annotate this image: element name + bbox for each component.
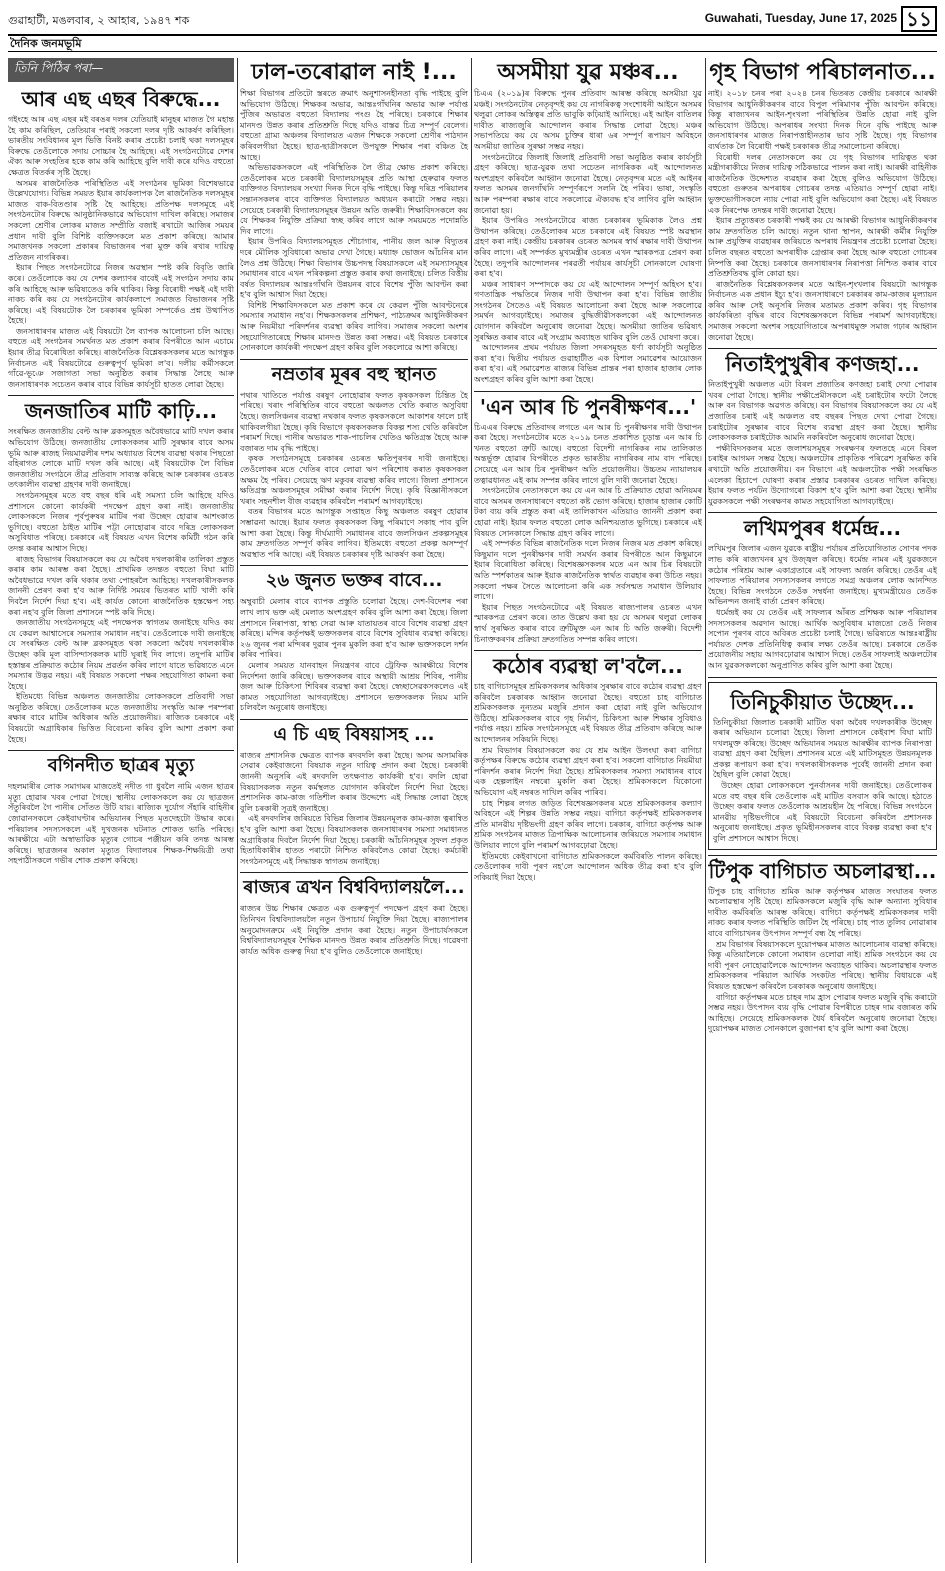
paragraph: নিতাইপুখুৰী অঞ্চলত এটা বিৰল প্ৰজাতিৰ কণজহা চৰাই দেখা পোৱাৰ খবৰ পোৱা গৈছে। স্থানীয় পক্ষীপ্ৰেমীসকলে এই চৰাইটোৰ ফটো লৈছে আৰু বন বিভাগক অৱগত কৰিছে। বন বিভাগৰ বিষয়াসকলে কয় যে এই প্ৰজাতিৰ চৰাই এই অঞ্চলত বহু বছৰৰ পিছত দেখা পোৱা গৈছে। চৰাইটোৰ সুৰক্ষাৰ বাবে বিশেষ ব্যৱস্থা গ্ৰহণ কৰা হৈছে। স্থানীয় লোকসকলক চৰাইটোক আমনি নকৰিবলৈ অনুৰোধ জনোৱা হৈছে। — [708, 380, 937, 443]
paragraph: চাহ শিল্পৰ লগত জড়িত বিশেষজ্ঞসকলৰ মতে শ্ৰমিকসকলৰ কল্যাণ অবিহনে এই শিল্পৰ উন্নতি সম্ভৱ নহয়। বাগিচা কৰ্তৃপক্ষই শ্ৰমিকসকলৰ প্ৰতি মানৱীয় দৃষ্টিভংগী গ্ৰহণ কৰিব লাগে। চৰকাৰ, বাগিচা কৰ্তৃপক্ষ আৰু শ্ৰমিক সংগঠনৰ মাজত ত্ৰিপাক্ষিক আলোচনাৰ জৰিয়তে সমস্যাৰ সমাধান উলিয়াব লাগে বুলি পৰামৰ্শ আগবঢ়োৱা হৈছে। — [474, 798, 702, 850]
paragraph: ৰাজনৈতিক বিশ্লেষকসকলৰ মতে আইন-শৃংখলাৰ বিষয়টো আগন্তুক নিৰ্বাচনত এক প্ৰধান ইচ্যু হ'ব। জনসাধাৰণে চৰকাৰৰ কাম-কাজৰ মূল্যায়ন কৰিব আৰু সেই অনুসৰি নিজৰ মতামত প্ৰকাশ কৰিব। গৃহ বিভাগৰ কাৰ্যকৰিতা বৃদ্ধিৰ বাবে বিশেষজ্ঞসকলে বিভিন্ন পৰামৰ্শ আগবঢ়াইছে। সমাজৰ সকলো অংশৰ সহযোগিতাৰে অপৰাধমুক্ত সমাজ গঢ়াৰ আহ্বান জনোৱা হৈছে। — [708, 279, 937, 342]
page-header — [8, 6, 937, 32]
paragraph: সংগঠনটোৱে জিলাই জিলাই প্ৰতিবাদী সভা অনুষ্ঠিত কৰাৰ কাৰ্যসূচী গ্ৰহণ কৰিছে। ছাত্ৰ-যুৱক তথা সচেতন নাগৰিকক এই আন্দোলনত অংশগ্ৰহণ কৰিবলৈ আহ্বান জনোৱা হৈছে। নেতৃবৃন্দৰ মতে এই আইনৰ ফলত অসমৰ জনগাঁথনি সম্পূৰ্ণৰূপে সলনি হৈ পৰিব। ভাষা, সংস্কৃতি আৰু পৰম্পৰা ৰক্ষাৰ বাবে সকলোৱে ঐক্যবদ্ধ হ'ব লাগিব বুলি আহ্বান জনোৱা হয়। — [474, 152, 702, 215]
paragraph: শ্ৰম বিভাগৰ বিষয়াসকলে দুয়োপক্ষৰ মাজত আলোচনাৰ ব্যৱস্থা কৰিছে। কিন্তু এতিয়ালৈকে কোনো সমাধান ওলোৱা নাই। শ্ৰমিক সংগঠনে কয় যে দাবী পূৰণ নোহোৱালৈকে আন্দোলন অব্যাহত থাকিব। অচলাৱস্থাৰ ফলত শ্ৰমিকসকলৰ পৰিয়াল আৰ্থিক সংকটত পৰিছে। স্থানীয় বিধায়কে এই বিষয়ত হস্তক্ষেপ কৰিবলৈ চৰকাৰক অনুৰোধ জনাইছে। — [708, 939, 937, 991]
paragraph: গইংহে আৰ এছ এছৰ মই বৰঙৰ দলৰ যেতিয়াই মানুহৰ মাজত গৈ মহান্ত হৈ কাম কৰিছিল, তেতিয়াৰ পৰাই সকলো দলৰ দৃষ্টি আকৰ্ষণ কৰিছিল। ভাৰতীয় সংবিধানৰ মূল ভিত্তি বিনষ্ট কৰাৰ প্ৰচেষ্টা চলাই থকা দলসমূহৰ বিৰুদ্ধে তেওঁলোকে সদায় সোচ্চাৰ হৈ আহিছে। এই সংগঠনটোৱে দেশৰ ঐক্য আৰু সংহতিৰ হকে কাম কৰি আহিছে বুলি দাবী কৰে যদিও বহুতো ক্ষেত্ৰত বিতৰ্কৰ সৃষ্টি হৈছে। — [8, 115, 234, 177]
paragraph: মঞ্চৰ সাধাৰণ সম্পাদকে কয় যে এই আন্দোলন সম্পূৰ্ণ অহিংস হ'ব। গণতান্ত্ৰিক পদ্ধতিৰে নিজৰ দাবী উত্থাপন কৰা হ'ব। বিভিন্ন জাতীয় সংগঠনৰ সৈতেও এই বিষয়ত আলোচনা কৰা হৈছে আৰু সকলোৱে সমৰ্থন আগবঢ়াইছে। সমাজৰ বুদ্ধিজীৱীসকলকো এই আন্দোলনত যোগদান কৰিবলৈ অনুৰোধ জনোৱা হৈছে। অসমীয়া জাতিৰ ভৱিষ্যৎ সুৰক্ষিত কৰাৰ বাবে এই সংগ্ৰাম অব্যাহত থাকিব বুলি তেওঁ ঘোষণা কৰে। — [474, 279, 702, 342]
divider — [8, 395, 234, 396]
headline: 'এন আৰ চি পুনৰীক্ষণৰ...' — [479, 394, 697, 419]
paragraph: অসমৰ ৰাজনৈতিক পৰিস্থিতিত এই সংগঠনৰ ভূমিকা বিশেষভাৱে উল্লেখযোগ্য। বিভিন্ন সময়ত ইয়াৰ কাৰ্যকলাপক লৈ ৰাজনৈতিক দলসমূহৰ মাজত বাক-বিতণ্ডাৰ সৃষ্টি হৈ আহিছে। প্ৰতিপক্ষ দলসমূহে এই সংগঠনটোৰ বিৰুদ্ধে আনুষ্ঠানিকভাৱে অভিযোগ দাখিল কৰিছে। সমাজৰ সকলো শ্ৰেণীৰ লোকৰ মাজত সম্প্ৰীতি বজাই ৰখাটো আজিৰ সময়ৰ প্ৰধান দাবী বুলি বিশিষ্ট ব্যক্তিসকলে মত প্ৰকাশ কৰিছে। আমাৰ সমাজখনক সকলো প্ৰকাৰৰ বিভাজনৰ পৰা মুক্ত কৰি ৰখাৰ দায়িত্ব প্ৰতিজন নাগৰিকৰ। — [8, 178, 234, 262]
article-universities — [240, 877, 468, 957]
paragraph: এই সম্পৰ্কত বিভিন্ন ৰাজনৈতিক দলে নিজৰ নিজৰ মত প্ৰকাশ কৰিছে। কিছুমান দলে পুনৰীক্ষণৰ দাবী সমৰ্থন কৰাৰ বিপৰীতে আন কিছুমানে ইয়াৰ বিৰোধিতা কৰিছে। বিশেষজ্ঞসকলৰ মতে এন আৰ চিৰ বিষয়টো অতি স্পৰ্শকাতৰ আৰু ইয়াক ৰাজনৈতিক স্বাৰ্থত ব্যৱহাৰ কৰা উচিত নহয়। সকলো পক্ষৰ সৈতে আলোচনা কৰি এক সৰ্বসন্মত সমাধান উলিয়াব লাগে। — [474, 539, 702, 602]
paper-name: দৈনিক জনমভূমি — [8, 34, 937, 52]
article-strict-action — [474, 655, 702, 883]
paragraph: ধৰ্মেন্দ্ৰই কয় যে তেওঁৰ এই সাফল্যৰ আঁৰত প্ৰশিক্ষক আৰু পৰিয়ালৰ সদস্যসকলৰ অৱদান আছে। আৰ্থিক অসুবিধাৰ মাজতো তেওঁ নিজৰ সপোন পূৰণৰ বাবে অবিৰত প্ৰচেষ্টা চলাই গৈছে। ভৱিষ্যতে আন্তঃৰাষ্ট্ৰীয় পৰ্যায়ত দেশক প্ৰতিনিধিত্ব কৰাৰ লক্ষ্য তেওঁৰ আছে। চৰকাৰে তেওঁক প্ৰয়োজনীয় সহায় আগবঢ়োৱাৰ আশ্বাস দিছে। তেওঁৰ সাফল্যই অঞ্চলটোৰ আন যুৱকসকলকো অনুপ্ৰাণিত কৰিব বুলি আশা কৰা হৈছে। — [708, 607, 937, 670]
article-tipuk-garden — [708, 860, 937, 1035]
paragraph: বাগিচা কৰ্তৃপক্ষৰ মতে চাহৰ দাম হ্ৰাস পোৱাৰ ফলত মজুৰি বৃদ্ধি কৰাটো সম্ভৱ নহয়। উৎপাদন ব্যয় বৃদ্ধি পোৱাৰ বিপৰীতে চাহৰ দাম বজাৰত কমি আহিছে। সেয়েহে শ্ৰমিকসকলক ধৈৰ্য ধৰিবলৈ অনুৰোধ জনোৱা হৈছে। দুয়োপক্ষৰ মাজত সোনকালে বুজাপৰা হ'ব বুলি আশা কৰা হৈছে। — [708, 992, 937, 1034]
article-rss — [8, 88, 234, 390]
article-drought — [240, 364, 468, 561]
headline: কঠোৰ ব্যৱস্থা ল'বলৈ... — [493, 654, 683, 679]
paragraph: চিএএ (২০১৯)ৰ বিৰুদ্ধে পুনৰ প্ৰতিবাদ আৰম্ভ কৰিছে অসমীয়া যুৱ মঞ্চই। সংগঠনটোৰ নেতৃবৃন্দই কয় যে নাগৰিকত্ব সংশোধনী আইনে অসমৰ থলুৱা লোকৰ অস্তিত্বৰ প্ৰতি ভাবুকি কঢ়িয়াই আনিছে। এই আইন বাতিলৰ দাবীত ৰাজ্যজুৰি আন্দোলন কৰাৰ সিদ্ধান্ত লোৱা হৈছে। মঞ্চৰ সভাপতিয়ে কয় যে অসম চুক্তিৰ ধাৰা ৬ৰ সম্পূৰ্ণ ৰূপায়ণ অবিহনে অসমীয়া জাতিৰ সুৰক্ষা সম্ভৱ নহয়। — [474, 89, 702, 151]
paragraph: ইয়াৰ উপৰিও বিদ্যালয়সমূহত শৌচাগাৰ, পানীয় জল আৰু বিদ্যুতৰ দৰে মৌলিক সুবিধাৰো অভাৱ দেখা গৈছে। মধ্যাহ্ন ভোজন আঁচনিৰ মান লৈও প্ৰশ্ন উঠিছে। শিক্ষা বিভাগৰ উচ্চপদস্থ বিষয়াসকলে এই সমস্যাসমূহৰ সমাধানৰ বাবে এখন পৰিকল্পনা প্ৰস্তুত কৰাৰ কথা জনাইছে। চলিত বিত্তীয় বৰ্ষত বিদ্যালয়ৰ আন্তঃগাঁথনি উন্নয়নৰ বাবে বিশেষ পুঁজি আবণ্টন কৰা হ'ব বুলি আশ্বাস দিয়া হৈছে। — [240, 237, 468, 300]
headline: নম্ৰতাৰ মূৰৰ বহু স্থানত — [271, 363, 437, 385]
divider — [240, 359, 468, 360]
paragraph: ইতিমধ্যে কেইবাখনো বাগিচাত শ্ৰমিকসকলে কৰ্মবিৰতি পালন কৰিছে। তেওঁলোকৰ দাবী পূৰণ নহ'লে আন্দোলন অধিক তীব্ৰ কৰা হ'ব বুলি সকিয়াই দিয়া হৈছে। — [474, 851, 702, 882]
paragraph: পক্ষীবিদসকলৰ মতে জলাশয়সমূহৰ সংৰক্ষণৰ ফলতহে এনে বিৰল চৰাইৰ আগমন সম্ভৱ হৈছে। অঞ্চলটোৰ প্ৰাকৃতিক পৰিৱেশ সুৰক্ষিত কৰি ৰখাটো অতি প্ৰয়োজনীয়। বন বিভাগে এই অঞ্চলটোক পক্ষী সংৰক্ষিত এলেকা হিচাপে ঘোষণা কৰাৰ প্ৰস্তাৱ চৰকাৰৰ ওচৰত দাখিল কৰিছে। ইয়াৰ ফলত পৰ্যটন উদ্যোগৰো বিকাশ হ'ব বুলি আশা কৰা হৈছে। স্থানীয় যুৱকসকলে পক্ষী সংৰক্ষণৰ কামত সহযোগিতা আগবঢ়াইছে। — [708, 443, 937, 506]
headline: জনজাতিৰ মাটি কাঢ়ি... — [24, 399, 218, 424]
paragraph: সংগঠনসমূহৰ মতে বহু বছৰ ধৰি এই সমস্যা চলি আহিছে যদিও প্ৰশাসনে কোনো কাৰ্যকৰী পদক্ষেপ গ্ৰহণ কৰা নাই। জনজাতীয় লোকসকলে নিজৰ পূৰ্বপুৰুষৰ মাটিৰ পৰা উচ্ছেদ হোৱাৰ আশংকাত ভুগিছে। বহুতো ঠাইত মাটিৰ পট্টা নোহোৱাৰ বাবে দৰিদ্ৰ লোকসকল অসুবিধাত পৰিছে। চৰকাৰে এই বিষয়ত এখন বিশেষ কমিটী গঠন কৰি তদন্ত কৰাৰ আশ্বাস দিছে। — [8, 491, 234, 553]
header-date-english: Guwahati, Tuesday, June 17, 2025 — [704, 11, 897, 25]
paragraph: টিপুক চাহ বাগিচাত শ্ৰমিক আৰু কৰ্তৃপক্ষৰ মাজত সংঘাতৰ ফলত অচলাৱস্থাৰ সৃষ্টি হৈছে। শ্ৰমিকসকলে মজুৰি বৃদ্ধি আৰু অন্যান্য সুবিধাৰ দাবীত কৰ্মবিৰতি আৰম্ভ কৰিছে। বাগিচা কৰ্তৃপক্ষই শ্ৰমিকসকলৰ দাবী নাকচ কৰাৰ ফলত পৰিস্থিতি জটিল হৈ পৰিছে। চাহ পাত তুলিব নোৱাৰাৰ বাবে বাগিচাখনৰ উৎপাদন সম্পূৰ্ণ বন্ধ হৈ পৰিছে। — [708, 886, 937, 938]
paragraph: বতৰ বিভাগৰ মতে আগন্তুক সপ্তাহত কিছু অঞ্চলত বৰষুণ হোৱাৰ সম্ভাৱনা আছে। ইয়াৰ ফলত কৃষকসকল কিছু পৰিমাণে সকাহ পাব বুলি আশা কৰা হৈছে। কিন্তু দীৰ্ঘম্যাদী সমাধানৰ বাবে জলসিঞ্চন প্ৰকল্পসমূহৰ কাম দ্ৰুতগতিত সম্পূৰ্ণ কৰিব লাগিব। ইতিমধ্যে বহুতো প্ৰকল্প অসম্পূৰ্ণ অৱস্থাত পৰি আছে। এই বিষয়ত চৰকাৰৰ দৃষ্টি আকৰ্ষণ কৰা হৈছে। — [240, 507, 468, 559]
paragraph: অভিভাৱকসকলে এই পৰিস্থিতিক লৈ তীব্ৰ ক্ষোভ প্ৰকাশ কৰিছে। তেওঁলোকৰ মতে চৰকাৰী বিদ্যালয়সমূহৰ প্ৰতি আস্থা হেৰুৱাৰ ফলত ব্যক্তিগত বিদ্যালয়ৰ সংখ্যা দিনক দিনে বৃদ্ধি পাইছে। কিন্তু দৰিদ্ৰ পৰিয়ালৰ সন্তানসকলৰ বাবে ব্যক্তিগত বিদ্যালয়ত অধ্যয়ন কৰাটো সম্ভৱ নহয়। সেয়েহে চৰকাৰী বিদ্যালয়সমূহৰ উন্নয়ন অতি জৰুৰী। শিক্ষাবিদসকলে কয় যে শিক্ষকৰ নিযুক্তি প্ৰক্ৰিয়া স্বচ্ছ কৰিব লাগে আৰু সময়মতে পদোন্নতি দিব লাগে। — [240, 163, 468, 236]
paragraph: চিএএৰ বিৰুদ্ধে প্ৰতিবাদৰ লগতে এন আৰ চি পুনৰীক্ষণৰ দাবী উত্থাপন কৰা হৈছে। সংগঠনটোৰ মতে ২০১৯ চনত প্ৰকাশিত চূড়ান্ত এন আৰ চি খনত বহুতো ত্ৰুটি আছে। বহুতো বিদেশী নাগৰিকৰ নাম তালিকাত অন্তৰ্ভুক্ত হোৱাৰ বিপৰীতে প্ৰকৃত ভাৰতীয় নাগৰিকৰ নাম বাদ পৰিছে। সেয়েহে এন আৰ চিৰ পুনৰীক্ষণ অতি প্ৰয়োজনীয়। উচ্চতম ন্যায়ালয়ৰ তত্বাৱধানত এই কাম সম্পন্ন কৰিব লাগে বুলি দাবী জনোৱা হৈছে। — [474, 422, 702, 485]
divider — [708, 855, 937, 856]
column-divider — [705, 58, 706, 1563]
column-3 — [474, 58, 702, 1563]
paragraph: কৃষক সংগঠনসমূহে চৰকাৰৰ ওচৰত ক্ষতিপূৰণৰ দাবী জনাইছে। তেওঁলোকৰ মতে খেতিৰ বাবে লোৱা ঋণ পৰিশোধ কৰাত কৃষকসকল অক্ষম হৈ পৰিব। সেয়েহে ঋণ মকুবৰ ব্যৱস্থা কৰিব লাগে। জিলা প্ৰশাসনে ক্ষতিগ্ৰস্ত অঞ্চলসমূহৰ সমীক্ষা কৰাৰ নিৰ্দেশ দিছে। কৃষি বিজ্ঞানীসকলে খৰাং সহনশীল বীজ ব্যৱহাৰ কৰিবলৈ পৰামৰ্শ আগবঢ়াইছে। — [240, 454, 468, 506]
article-home-department — [708, 62, 937, 343]
paragraph: তিনিচুকীয়া জিলাত চৰকাৰী মাটিত থকা অবৈধ দখলকাৰীক উচ্ছেদ কৰাৰ অভিযান চলোৱা হৈছে। জিলা প্ৰশাসনে কেইবাশ বিঘা মাটি দখলমুক্ত কৰিছে। উচ্ছেদ অভিযানৰ সময়ত আৰক্ষীৰ ব্যাপক নিৰাপত্তা ব্যৱস্থা গ্ৰহণ কৰা হৈছিল। প্ৰশাসনৰ মতে এই মাটিসমূহত উন্নয়নমূলক প্ৰকল্প ৰূপায়ণ কৰা হ'ব। দখলকাৰীসকলক পূৰ্বেই জাননী প্ৰদান কৰা হৈছিল বুলি কোৱা হৈছে। — [713, 717, 932, 780]
series-tag: তিনি পিঠিৰ পৰা— — [8, 58, 234, 82]
paragraph: মেলাৰ সময়ত যানবাহন নিয়ন্ত্ৰণৰ বাবে ট্ৰেফিক আৰক্ষীয়ে বিশেষ নিৰ্দেশনা জাৰি কৰিছে। ভক্তসকলৰ বাবে অস্থায়ী আশ্ৰয় শিবিৰ, পানীয় জল আৰু চিকিৎসা শিবিৰৰ ব্যৱস্থা কৰা হৈছে। স্বেচ্ছাসেৱকসকলেও এই কামত সহযোগিতা আগবঢ়াইছে। প্ৰশাসনে ভক্তসকলক নিয়ম মানি চলিবলৈ অনুৰোধ জনাইছে। — [240, 660, 468, 713]
article-tribal-land — [8, 400, 234, 745]
paragraph: ৰাজ্যৰ প্ৰশাসনিক ক্ষেত্ৰত ব্যাপক ৰদবদলি কৰা হৈছে। অসম অসামৰিক সেৱাৰ কেইবাজনো বিষয়াক নতুন দায়িত্ব প্ৰদান কৰা হৈছে। চৰকাৰী জাননী অনুসৰি এই ৰদবদলি তৎক্ষণাত কাৰ্যকৰী হ'ব। বদলি হোৱা বিষয়াসকলক নতুন কৰ্মস্থলত যোগদান কৰিবলৈ নিৰ্দেশ দিয়া হৈছে। প্ৰশাসনিক কাম-কাজ গতিশীল কৰাৰ উদ্দেশ্যে এই সিদ্ধান্ত লোৱা হৈছে বুলি চৰকাৰী সূত্ৰই জনাইছে। — [240, 750, 468, 813]
paragraph: ৰাজ্যৰ উচ্চ শিক্ষাৰ ক্ষেত্ৰত এক গুৰুত্বপূৰ্ণ পদক্ষেপ গ্ৰহণ কৰা হৈছে। তিনিখন বিশ্ববিদ্যালয়লৈ নতুন উপাচাৰ্য নিযুক্তি দিয়া হৈছে। ৰাজ্যপালৰ অনুমোদনক্ৰমে এই নিযুক্তি প্ৰদান কৰা হৈছে। নতুন উপাচাৰ্যসকলে বিশ্ববিদ্যালয়সমূহৰ শৈক্ষিক মানদণ্ড উন্নত কৰাৰ প্ৰতিশ্ৰুতি দিছে। গৱেষণা কাৰ্যত অধিক গুৰুত্ব দিয়া হ'ব বুলিও তেওঁলোকে জনাইছে। — [240, 904, 468, 956]
headline: ২৬ জুনত ভক্তৰ বাবে... — [265, 570, 443, 592]
divider — [240, 872, 468, 873]
page-number: ১১ — [901, 6, 937, 32]
headline: নিতাইপুখুৰীৰ কণজহা... — [725, 352, 920, 377]
headline: লখিমপুৰৰ ধৰ্মেন্দ্ৰ... — [743, 516, 902, 541]
header-date-assamese: গুৱাহাটী, মঙলবাৰ, ২ আহাৰ, ১৯৪৭ শক — [8, 14, 190, 27]
column-4 — [708, 58, 937, 1563]
column-divider — [237, 58, 238, 1563]
divider — [474, 391, 702, 392]
article-youth-forum — [474, 62, 702, 386]
paragraph: ইয়াৰ পিছত সংগঠনটোৱে এই বিষয়ত ৰাজ্যপালৰ ওচৰত এখন স্মাৰকপত্ৰ প্ৰেৰণ কৰে। তাত উল্লেখ কৰা হয় যে অসমৰ থলুৱা লোকৰ স্বাৰ্থ সুৰক্ষিত কৰাৰ বাবে ত্ৰুটিমুক্ত এন আৰ চি অতি জৰুৰী। বিদেশী চিনাক্তকৰণৰ প্ৰক্ৰিয়া দ্ৰুতগতিত সম্পন্ন কৰিব লাগে। — [474, 602, 702, 644]
paragraph: শিক্ষা বিভাগৰ প্ৰতিটো স্তৰতে ক্ৰমাৎ অনুশাসনহীনতা বৃদ্ধি পাইছে বুলি অভিযোগ উঠিছে। শিক্ষকৰ অভাৱ, আন্তঃগাঁথনিৰ অভাৱ আৰু পৰ্যাপ্ত পুঁজিৰ অভাৱত বহুতো বিদ্যালয় পংগু হৈ পৰিছে। চৰকাৰে শিক্ষাৰ মানদণ্ড উন্নত কৰাৰ প্ৰতিশ্ৰুতি দিছে যদিও বাস্তৱ চিত্ৰ সম্পূৰ্ণ বেলেগ। বহুতো গ্ৰাম্য অঞ্চলৰ বিদ্যালয়ত এজন শিক্ষকে সকলো শ্ৰেণীৰ পাঠদান কৰিবলগীয়া হৈছে। ছাত্ৰ-ছাত্ৰীসকলে উপযুক্ত শিক্ষাৰ পৰা বঞ্চিত হৈ আছে। — [240, 89, 468, 162]
paragraph: জনজাতীয় সংগঠনসমূহে এই পদক্ষেপক স্বাগতম জনাইছে যদিও কয় যে কেৱল আশ্বাসেৰে সমস্যাৰ সমাধান নহ'ব। তেওঁলোকে দাবী জনাইছে যে সংৰক্ষিত বেল্ট আৰু ব্লকসমূহত থকা সকলো অবৈধ দখলকাৰীক উচ্ছেদ কৰি মূল বাসিন্দাসকলক মাটি ঘূৰাই দিব লাগে। তদুপৰি মাটিৰ হস্তান্তৰ প্ৰক্ৰিয়াত কঠোৰ নিয়ম প্ৰৱৰ্তন কৰিব লাগে যাতে ভৱিষ্যতে এনে সমস্যাৰ উদ্ভৱ নহয়। এই বিষয়ত সকলো পক্ষৰ সহযোগিতা কামনা কৰা হৈছে। — [8, 618, 234, 691]
article-education — [240, 62, 468, 354]
paragraph: বিৰোধী দলৰ নেতাসকলে কয় যে গৃহ বিভাগৰ দায়িত্বত থকা মন্ত্ৰীগৰাকীয়ে নিজৰ দায়িত্ব সঠিকভাৱে পালন কৰা নাই। আৰক্ষী বাহিনীক ৰাজনৈতিক উদ্দেশ্যত ব্যৱহাৰ কৰা হৈছে বুলিও অভিযোগ উঠিছে। বহুতো গুৰুতৰ অপৰাধৰ গোচৰৰ তদন্ত এতিয়াও সম্পূৰ্ণ হোৱা নাই। ভুক্তভোগীসকলে ন্যায় পোৱা নাই বুলি অভিযোগ কৰা হৈছে। এই বিষয়ত এক নিৰপেক্ষ তদন্তৰ দাবী জনোৱা হৈছে। — [708, 152, 937, 215]
paragraph: ইয়াৰ প্ৰত্যুত্তৰত চৰকাৰী পক্ষই কয় যে আৰক্ষী বিভাগৰ আধুনিকীকৰণৰ কাম দ্ৰুতগতিত চলি আছে। নতুন থানা স্থাপন, আৰক্ষী কৰ্মীৰ নিযুক্তি আৰু প্ৰযুক্তিৰ ব্যৱহাৰৰ জৰিয়তে অপৰাধ নিয়ন্ত্ৰণৰ প্ৰচেষ্টা চলোৱা হৈছে। চলিত বছৰত বহুতো অপৰাধীক গ্ৰেপ্তাৰ কৰা হৈছে আৰু বহুতো গোচৰৰ নিষ্পত্তি কৰা হৈছে। চৰকাৰে জনসাধাৰণৰ নিৰাপত্তা নিশ্চিত কৰাৰ বাবে প্ৰতিশ্ৰুতিবদ্ধ বুলি কোৱা হয়। — [708, 216, 937, 279]
paragraph: সংগঠনটোৰ নেতাসকলে কয় যে এন আৰ চি প্ৰক্ৰিয়াত হোৱা অনিয়মৰ বাবে অসমৰ জনসাধাৰণে বহুতো কষ্ট ভোগ কৰিছে। হাজাৰ হাজাৰ কোটি টকা ব্যয় কৰি প্ৰস্তুত কৰা এই তালিকাখন এতিয়াও জাননী প্ৰকাশ কৰা হোৱা নাই। ইয়াৰ ফলত বহুতো লোক অনিশ্চয়তাত ভুগিছে। চৰকাৰে এই বিষয়ত সোনকালে সিদ্ধান্ত গ্ৰহণ কৰিব লাগে। — [474, 486, 702, 538]
divider — [8, 750, 234, 751]
paragraph: বিশিষ্ট শিক্ষাবিদসকলে মত প্ৰকাশ কৰে যে কেৱল পুঁজি আবণ্টনেৰে সমস্যাৰ সমাধান নহ'ব। শিক্ষকসকলৰ প্ৰশিক্ষণ, পাঠ্যক্ৰমৰ আধুনিকীকৰণ আৰু নিয়মীয়া পৰিদৰ্শনৰ ব্যৱস্থা কৰিব লাগিব। সমাজৰ সকলো অংশৰ সহযোগিতাৰেহে শিক্ষাৰ মানদণ্ড উন্নত কৰা সম্ভৱ। এই বিষয়ত চৰকাৰে সোনকালে কাৰ্যকৰী পদক্ষেপ গ্ৰহণ কৰিব বুলি সকলোৱে আশা কৰিছে। — [240, 300, 468, 353]
paragraph: জনসাধাৰণৰ মাজত এই বিষয়টো লৈ ব্যাপক আলোচনা চলি আছে। বহুতে এই সংগঠনৰ সমৰ্থনত মত প্ৰকাশ কৰাৰ বিপৰীতে আন এচামে ইয়াৰ তীব্ৰ বিৰোধিতা কৰিছে। ৰাজনৈতিক বিশ্লেষকসকলৰ মতে আগন্তুক নিৰ্বাচনত এই বিষয়টোৱে গুৰুত্বপূৰ্ণ ভূমিকা ল'ব। দলীয় কৰ্মীসকলে গাঁৱে-ভূঞে সজাগতা সভা অনুষ্ঠিত কৰাৰ সিদ্ধান্ত লৈছে আৰু জনসাধাৰণক সচেতন কৰাৰ বাবে বিভিন্ন কাৰ্যসূচী হাতত লোৱা হৈছে। — [8, 326, 234, 389]
paragraph: চাহ বাগিচাসমূহৰ শ্ৰমিকসকলৰ অধিকাৰ সুৰক্ষাৰ বাবে কঠোৰ ব্যৱস্থা গ্ৰহণ কৰিবলৈ চৰকাৰক আহ্বান জনোৱা হৈছে। বহুতো চাহ বাগিচাত শ্ৰমিকসকলক নূন্যতম মজুৰি প্ৰদান কৰা হোৱা নাই বুলি অভিযোগ উঠিছে। শ্ৰমিকসকলৰ বাবে গৃহ নিৰ্মাণ, চিকিৎসা আৰু শিক্ষাৰ সুবিধাও পৰ্যাপ্ত নহয়। শ্ৰমিক সংগঠনসমূহে এই বিষয়ত তীব্ৰ প্ৰতিবাদ কৰিছে আৰু আন্দোলনৰ সকিয়নি দিছে। — [474, 682, 702, 745]
headline: তিনিচুকীয়াত উচ্ছেদ... — [730, 689, 915, 714]
divider — [708, 677, 937, 678]
headline: ঢাল-তৰোৱাল নাই !... — [251, 60, 457, 85]
article-tinsukia-eviction — [708, 682, 937, 850]
article-acs-officers — [240, 724, 468, 868]
headline: বগিনদীত ছাত্ৰৰ মৃত্যু — [47, 755, 195, 777]
paragraph: নাই। ২০১৮ চনৰ পৰা ২০২৪ চনৰ ভিতৰত কেন্দ্ৰীয় চৰকাৰে আৰক্ষী বিভাগৰ আধুনিকীকৰণৰ বাবে বিপুল পৰিমাণৰ পুঁজি আবণ্টন কৰিছে। কিন্তু ৰাজ্যখনৰ আইন-শৃংখলা পৰিস্থিতিৰ উন্নতি হোৱা নাই বুলি অভিযোগ উঠিছে। অপৰাধৰ সংখ্যা দিনক দিনে বৃদ্ধি পাইছে আৰু জনসাধাৰণৰ মাজত নিৰাপত্তাহীনতাৰ ভাব সৃষ্টি হৈছে। গৃহ বিভাগৰ ব্যৰ্থতাক লৈ বিৰোধী পক্ষই চৰকাৰক তীব্ৰ সমালোচনা কৰিছে। — [708, 89, 937, 151]
headline: ৰাজ্যৰ ত্ৰখন বিশ্ববিদ্যালয়লৈ... — [243, 877, 465, 899]
article-nitaipukhuri — [708, 353, 937, 507]
paragraph: পথাৰ খাতিতে পৰ্যাপ্ত বৰষুণ নোহোৱাৰ ফলত কৃষকসকল চিন্তিত হৈ পৰিছে। খৰাং পৰিস্থিতিৰ বাবে বহুতো অঞ্চলত খেতি কৰাত অসুবিধা হৈছে। জলসিঞ্চনৰ ব্যৱস্থা নথকাৰ ফলত কৃষকসকলে আকাশৰ ফালে চাই থাকিবলগীয়া হৈছে। কৃষি বিভাগে কৃষকসকলক বিকল্প শস্য খেতি কৰিবলৈ পৰামৰ্শ দিছে। পানীৰ অভাৱত শাক-পাচলিৰ খেতিও ক্ষতিগ্ৰস্ত হৈছে আৰু বজাৰত দাম বৃদ্ধি পাইছে। — [240, 390, 468, 453]
paragraph: ইয়াৰ পিছত সংগঠনটোৱে নিজৰ অৱস্থান স্পষ্ট কৰি বিবৃতি জাৰি কৰে। তেওঁলোকে কয় যে দেশৰ কল্যাণৰ বাবেই এই সংগঠন সদায় কাম কৰি আহিছে আৰু ভৱিষ্যতেও কৰি থাকিব। কিন্তু বিৰোধী পক্ষই এই দাবী নাকচ কৰি কয় যে সংগঠনটোৰ কাৰ্যকলাপে সমাজত বিভাজনৰ সৃষ্টি কৰিছে। এই বিষয়টোক লৈ চৰকাৰৰ ভূমিকা সম্পৰ্কেও প্ৰশ্ন উত্থাপিত হৈছে। — [8, 263, 234, 326]
headline: টিপুক বাগিচাত অচলাৱস্থা... — [708, 858, 937, 883]
headline: গৃহ বিভাগ পৰিচালনাত... — [709, 60, 936, 85]
headline: অসমীয়া যুৱ মঞ্চৰ... — [497, 60, 679, 85]
paragraph: আন্দোলনৰ প্ৰথম পৰ্যায়ত জিলা সদৰসমূহত ধৰ্ণা কাৰ্যসূচী অনুষ্ঠিত কৰা হ'ব। দ্বিতীয় পৰ্যায়ত গুৱাহাটীত এক বিশাল সমাৱেশৰ আয়োজন কৰা হ'ব। এই সমাৱেশত ৰাজ্যৰ বিভিন্ন প্ৰান্তৰ পৰা হাজাৰ হাজাৰ লোক অংশগ্ৰহণ কৰিব বুলি আশা কৰা হৈছে। — [474, 343, 702, 385]
paragraph: দহলমাৰীৰ লোক সমাগমৰ মাজতেই নদীত গা ধুবলৈ নামি এজন ছাত্ৰৰ মৃত্যু হোৱাৰ খবৰ পোৱা গৈছে। স্থানীয় লোকসকলে কয় যে ছাত্ৰজন সঁতুৰিবলৈ গৈ পানীৰ সোঁতত উটি যায়। ৰাজ্যিক দুৰ্যোগ সঁহাৰি বাহিনীৰ জোৱানসকলে কেইবাঘণ্টাৰ অভিযানৰ পিছত মৃতদেহটো উদ্ধাৰ কৰে। পৰিয়ালৰ সদস্যসকলে এই দুখজনক ঘটনাত শোকত ভাঙি পৰিছে। আৰক্ষীয়ে এটা অস্বাভাৱিক মৃত্যুৰ গোচৰ পঞ্জীয়ন কৰি তদন্ত আৰম্ভ কৰিছে। ছাত্ৰজনৰ অকাল মৃত্যুত বিদ্যালয়ৰ শিক্ষক-শিক্ষয়িত্ৰী তথা সহপাঠীসকলে গভীৰ শোক প্ৰকাশ কৰিছে। — [8, 782, 234, 866]
divider — [240, 565, 468, 566]
article-devotees — [240, 570, 468, 714]
paragraph: অম্বুবাচী মেলাৰ বাবে ব্যাপক প্ৰস্তুতি চলোৱা হৈছে। দেশ-বিদেশৰ পৰা লাখ লাখ ভক্ত এই মেলাত অংশগ্ৰহণ কৰিব বুলি আশা কৰা হৈছে। জিলা প্ৰশাসনে নিৰাপত্তা, স্বাস্থ্য সেৱা আৰু যাতায়তৰ বাবে বিশেষ ব্যৱস্থা গ্ৰহণ কৰিছে। মন্দিৰ কৰ্তৃপক্ষই ভক্তসকলৰ বাবে বিশেষ সুবিধাৰ ব্যৱস্থা কৰিছে। ২৬ জুনৰ পৰা মন্দিৰৰ দুৱাৰ পুনৰ মুকলি কৰা হ'ব আৰু ভক্তসকলে দৰ্শন কৰিব পাৰিব। — [240, 597, 468, 660]
paragraph: এই ৰদবদলিৰ জৰিয়তে বিভিন্ন জিলাৰ উন্নয়নমূলক কাম-কাজ ত্বৰান্বিত হ'ব বুলি আশা কৰা হৈছে। বিষয়াসকলক জনসাধাৰণৰ সমস্যা সমাধানত অগ্ৰাধিকাৰ দিবলৈ নিৰ্দেশ দিয়া হৈছে। চৰকাৰী আঁচনিসমূহৰ সুফল প্ৰকৃত হিতাধিকাৰীৰ হাতত পৰাটো নিশ্চিত কৰিবলৈও কোৱা হৈছে। কৰ্মচাৰী সংগঠনসমূহে এই সিদ্ধান্তক স্বাগতম জনাইছে। — [240, 814, 468, 866]
divider — [240, 719, 468, 720]
column-2 — [240, 58, 468, 1563]
divider — [708, 348, 937, 349]
article-nrc-review — [474, 396, 702, 645]
paragraph: লখিমপুৰ জিলাৰ এজন যুৱকে ৰাষ্ট্ৰীয় পৰ্যায়ৰ প্ৰতিযোগিতাত সোণৰ পদক লাভ কৰি ৰাজ্যখনৰ মুখ উজ্জ্বল কৰিছে। ধৰ্মেন্দ্ৰ নামৰ এই যুৱকজনে কঠোৰ পৰিশ্ৰম আৰু একাগ্ৰতাৰে এই সাফল্য অৰ্জন কৰিছে। তেওঁৰ এই সাফল্যত পৰিয়ালৰ সদস্যসকলৰ লগতে সমগ্ৰ অঞ্চলৰ লোক আনন্দিত হৈছে। বিভিন্ন সংগঠনে তেওঁক সম্বৰ্ধনা জনাইছে। মুখ্যমন্ত্ৰীয়েও তেওঁক অভিনন্দন জনাই বাৰ্তা প্ৰেৰণ কৰিছে। — [708, 544, 937, 607]
article-student-death — [8, 755, 234, 867]
divider — [474, 650, 702, 651]
paragraph: ইতিমধ্যে বিভিন্ন অঞ্চলত জনজাতীয় লোকসকলে প্ৰতিবাদী সভা অনুষ্ঠিত কৰিছে। তেওঁলোকৰ মতে জনজাতীয় সংস্কৃতি আৰু পৰম্পৰা ৰক্ষাৰ বাবে মাটিৰ অধিকাৰ অতি প্ৰয়োজনীয়। ৰাজ্যিক চৰকাৰে এই বিষয়টো অগ্ৰাধিকাৰ ভিত্তিত বিবেচনা কৰিব বুলি আশা প্ৰকাশ কৰা হৈছে। — [8, 692, 234, 744]
paragraph: ৰাজহ বিভাগৰ বিষয়াসকলে কয় যে অবৈধ দখলকাৰীৰ তালিকা প্ৰস্তুত কৰাৰ কাম আৰম্ভ কৰা হৈছে। প্ৰাথমিক তদন্তত বহুতো বিঘা মাটি অবৈধভাৱে দখল কৰি থকাৰ তথ্য পোহৰলৈ আহিছে। দখলকাৰীসকলক জাননী প্ৰেৰণ কৰা হ'ব আৰু নিৰ্দিষ্ট সময়ৰ ভিতৰত মাটি খালী কৰি দিবলৈ নিৰ্দেশ দিয়া হ'ব। এই কাৰ্যত কোনো ৰাজনৈতিক হস্তক্ষেপ সহ্য কৰা নহ'ব বুলি জিলা প্ৰশাসনে স্পষ্ট কৰি দিছে। — [8, 554, 234, 617]
divider — [708, 512, 937, 513]
paragraph: ইয়াৰ উপৰিও সংগঠনটোৱে ৰাজ্য চৰকাৰৰ ভূমিকাক লৈও প্ৰশ্ন উত্থাপন কৰিছে। তেওঁলোকৰ মতে চৰকাৰে এই বিষয়ত স্পষ্ট অৱস্থান গ্ৰহণ কৰা নাই। কেন্দ্ৰীয় চৰকাৰৰ ওচৰত অসমৰ স্বাৰ্থ ৰক্ষাৰ দাবী উত্থাপন কৰিব লাগে। এই সম্পৰ্কত মুখ্যমন্ত্ৰীৰ ওচৰত এখন স্মাৰকপত্ৰ প্ৰেৰণ কৰা হৈছে। তদুপৰি আন্দোলনৰ পৰৱৰ্তী পৰ্যায়ৰ কাৰ্যসূচী সোনকালে ঘোষণা কৰা হ'ব। — [474, 216, 702, 279]
paragraph: সংৰক্ষিত জনজাতীয় বেল্ট আৰু ব্লকসমূহত অবৈধভাৱে মাটি দখল কৰাৰ অভিযোগ উঠিছে। জনজাতীয় লোকসকলৰ মাটি সুৰক্ষাৰ বাবে অসম ভূমি আৰু ৰাজহ নিয়মাৱলীৰ দশম অধ্যায়ত বিশেষ ব্যৱস্থা থকাৰ পিছতো বহিৰাগত লোকে মাটি দখল কৰি আছে। এই বিষয়টোক লৈ বিভিন্ন জনজাতীয় সংগঠনে তীব্ৰ প্ৰতিবাদ সাব্যস্ত কৰিছে আৰু চৰকাৰৰ ওচৰত তৎকালীন ব্যৱস্থা গ্ৰহণৰ দাবী জনাইছে। — [8, 427, 234, 490]
headline: আৰ এছ এছৰ বিৰুদ্ধে... — [21, 87, 221, 111]
column-1 — [8, 58, 234, 1563]
headline: এ চি এছ বিষয়াসহ ... — [273, 723, 435, 745]
paragraph: উচ্ছেদ হোৱা লোকসকলে পুনৰ্বাসনৰ দাবী জনাইছে। তেওঁলোকৰ মতে বহু বছৰ ধৰি তেওঁলোক এই মাটিত বসবাস কৰি আছে। হঠাতে উচ্ছেদ কৰাৰ ফলত তেওঁলোক আশ্ৰয়হীন হৈ পৰিছে। বিভিন্ন সংগঠনে মানৱীয় দৃষ্টিভংগীৰে এই বিষয়টো বিবেচনা কৰিবলৈ প্ৰশাসনক অনুৰোধ জনাইছে। প্ৰকৃত ভূমিহীনসকলৰ বাবে বিকল্প ব্যৱস্থা কৰা হ'ব বুলি প্ৰশাসনে আশ্বাস দিছে। — [713, 781, 932, 844]
article-lakhimpur — [708, 517, 937, 671]
paragraph: শ্ৰম বিভাগৰ বিষয়াসকলে কয় যে শ্ৰম আইন উলংঘা কৰা বাগিচা কৰ্তৃপক্ষৰ বিৰুদ্ধে কঠোৰ ব্যৱস্থা গ্ৰহণ কৰা হ'ব। সকলো বাগিচাত নিয়মীয়া পৰিদৰ্শন কৰাৰ নিৰ্দেশ দিয়া হৈছে। শ্ৰমিকসকলৰ সমস্যা সমাধানৰ বাবে এক হেল্পলাইন নম্বৰো মুকলি কৰা হৈছে। শ্ৰমিকসকলে যিকোনো অভিযোগ এই নম্বৰত দাখিল কৰিব পাৰিব। — [474, 745, 702, 798]
column-divider — [471, 58, 472, 1563]
